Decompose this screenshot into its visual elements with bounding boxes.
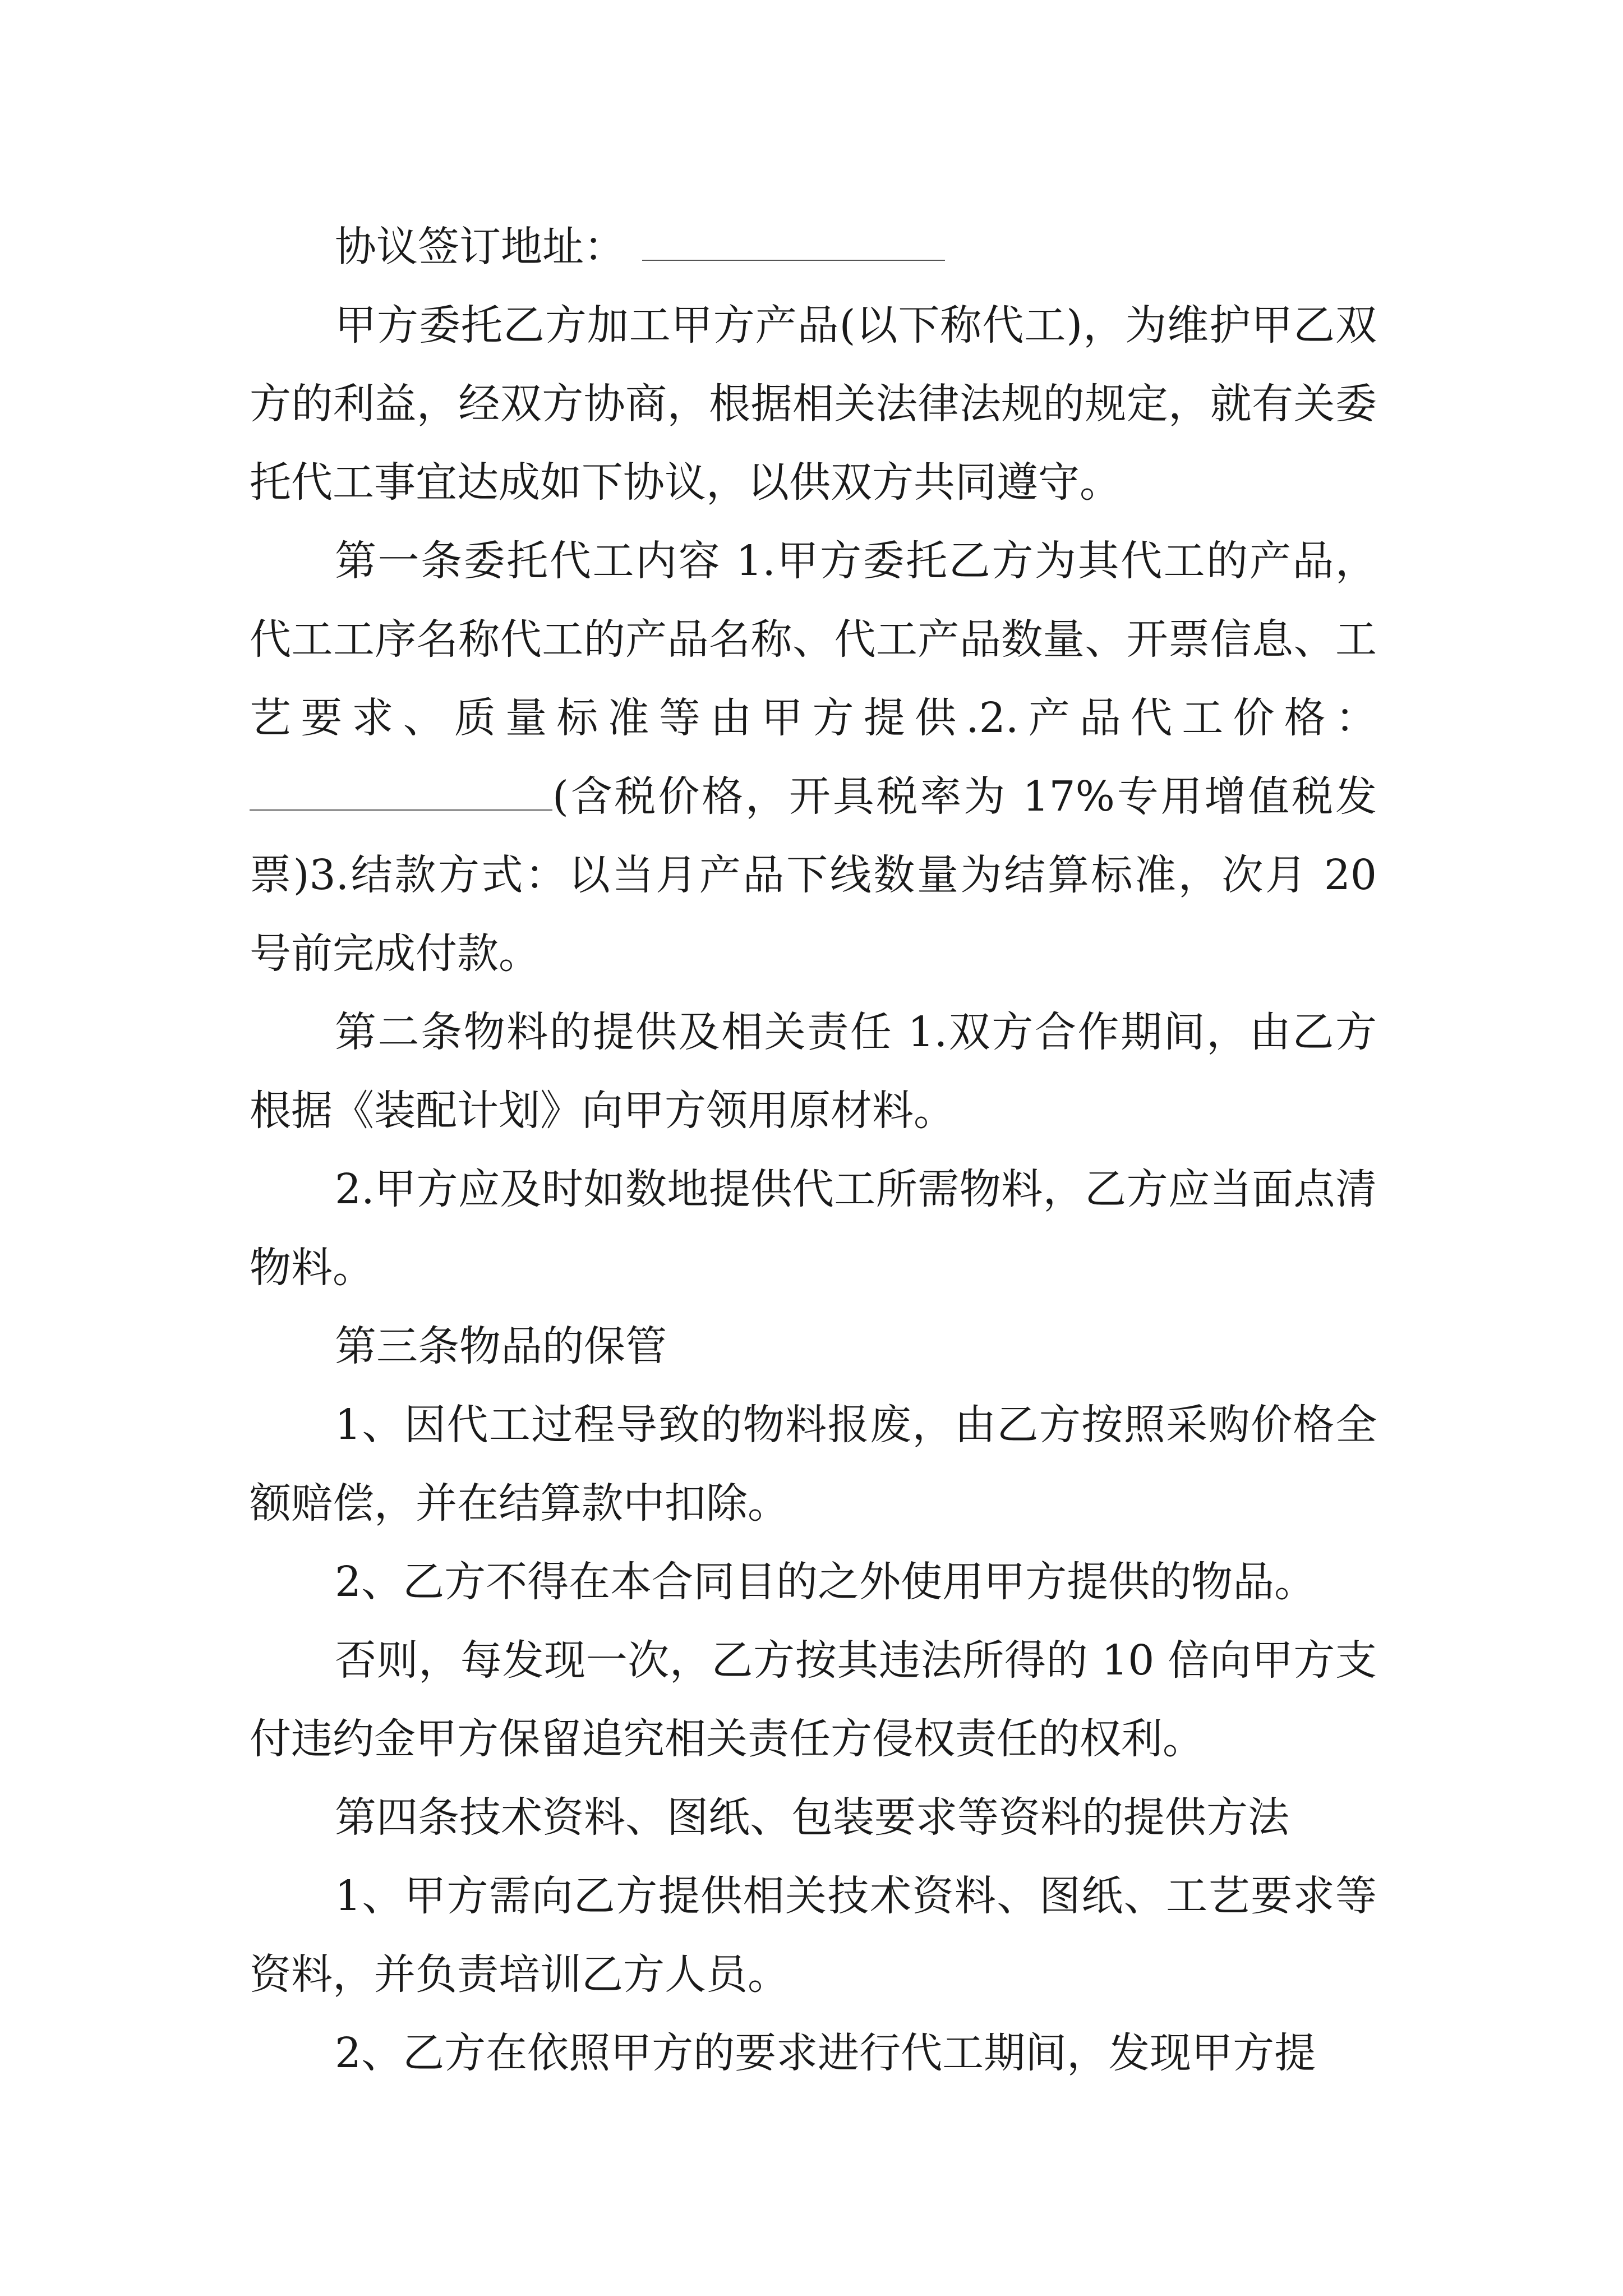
article-2-paragraph-1: 第二条物料的提供及相关责任 1.双方合作期间，由乙方根据《装配计划》向甲方领用原材料。 bbox=[250, 1008, 1377, 1135]
article-1-text-a: 第一条委托代工内容 1.甲方委托乙方为其代工的产品，代工工序名称代工的产品名称、代工产品数量、开票信息、工艺要求、质量标准等由甲方提供.2.产品代工价格： bbox=[250, 537, 1377, 742]
article-3-paragraph-1: 1、因代工过程导致的物料报废，由乙方按照采购价格全额赔偿，并在结算款中扣除。 bbox=[250, 1401, 1377, 1527]
address-blank bbox=[642, 226, 945, 261]
address-label: 协议签订地址： bbox=[335, 223, 625, 271]
document-body bbox=[250, 208, 1377, 2092]
address-line bbox=[250, 208, 1377, 286]
article-4-title: 第四条技术资料、图纸、包装要求等资料的提供方法 bbox=[335, 1793, 1289, 1842]
article-2-paragraph-2: 2.甲方应及时如数地提供代工所需物料，乙方应当面点清物料。 bbox=[250, 1165, 1377, 1292]
article-3-paragraph-2: 2、乙方不得在本合同目的之外使用甲方提供的物品。 bbox=[335, 1558, 1316, 1606]
price-blank bbox=[250, 776, 552, 811]
article-3-paragraph-3: 否则，每发现一次，乙方按其违法所得的 10 倍向甲方支付违约金甲方保留追究相关责任方侵权责任的权利。 bbox=[250, 1636, 1377, 1763]
article-4-paragraph-1: 1、甲方需向乙方提供相关技术资料、图纸、工艺要求等资料，并负责培训乙方人员。 bbox=[250, 1872, 1377, 1999]
intro-paragraph: 甲方委托乙方加工甲方产品(以下称代工)，为维护甲乙双方的利益，经双方协商，根据相关法律法规的规定，就有关委托代工事宜达成如下协议，以供双方共同遵守。 bbox=[250, 301, 1377, 507]
article-4-paragraph-2: 2、乙方在依照甲方的要求进行代工期间，发现甲方提 bbox=[335, 2029, 1316, 2077]
article-1-text-b: (含税价格，开具税率为 17%专用增值税发票)3.结款方式：以当月产品下线数量为结算标准，次月 20 号前完成付款。 bbox=[250, 772, 1377, 978]
article-1-paragraph bbox=[250, 522, 1377, 993]
article-3-title: 第三条物品的保管 bbox=[335, 1322, 667, 1370]
